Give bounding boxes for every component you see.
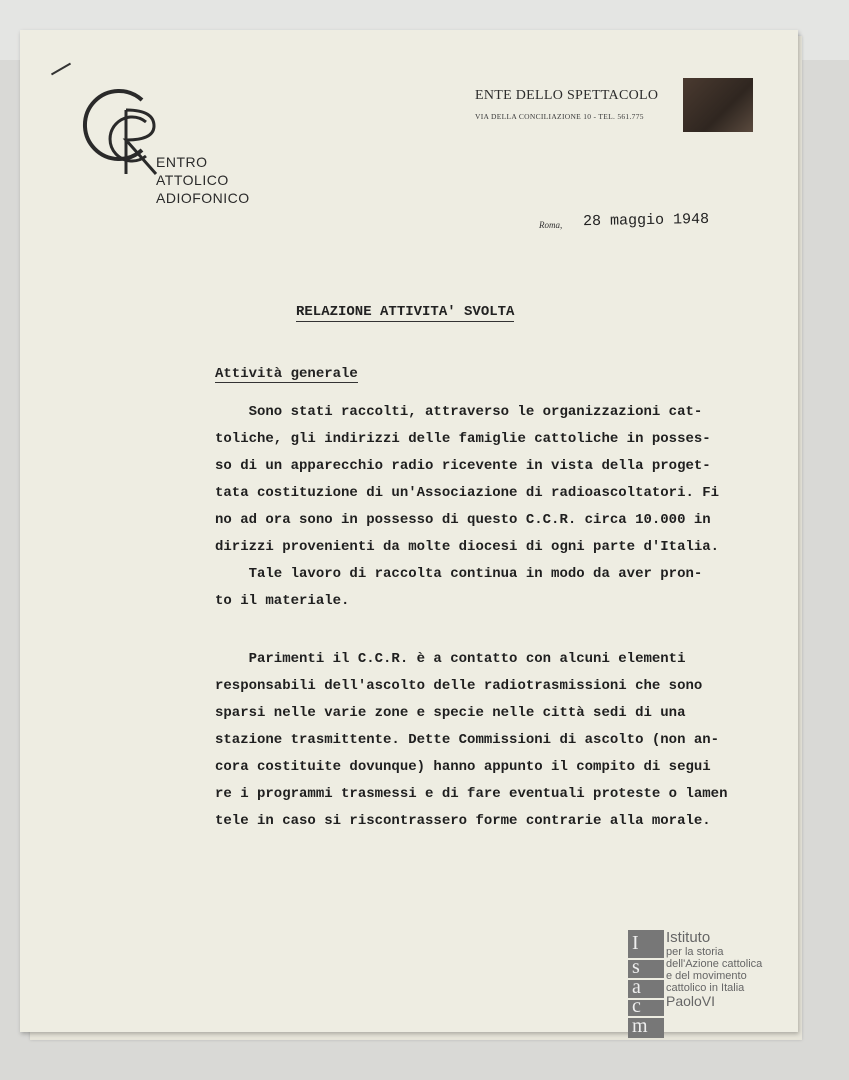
text-line: dirizzi provenienti da molte diocesi di ogni parte d'Italia. bbox=[215, 539, 720, 555]
isacem-line: cattolico in Italia bbox=[666, 982, 745, 994]
logo-line-3: ADIOFONICO bbox=[156, 190, 250, 206]
ccr-monogram-icon bbox=[72, 70, 162, 180]
text-line: to il materiale. bbox=[215, 593, 350, 609]
text-line: no ad ora sono in possesso di questo C.C.R. circa 10.000 in bbox=[215, 512, 711, 528]
text-line: toliche, gli indirizzi delle famiglie cattoliche in posses- bbox=[215, 431, 711, 447]
document-title: RELAZIONE ATTIVITA' SVOLTA bbox=[296, 304, 515, 320]
isacem-line: e del movimento bbox=[666, 970, 747, 982]
logo-line-2: ATTOLICO bbox=[156, 172, 229, 188]
isacem-line: per la storia bbox=[666, 946, 724, 958]
paragraph-2 bbox=[215, 646, 795, 835]
isacem-logo-icon: I s a c m bbox=[628, 930, 666, 1038]
text-line: tata costituzione di un'Associazione di radioascoltatori. Fi bbox=[215, 485, 720, 501]
isacem-line: dell'Azione cattolica bbox=[666, 958, 763, 970]
text-line: so di un apparecchio radio ricevente in vista della proget- bbox=[215, 458, 711, 474]
ente-name: ENTE DELLO SPETTACOLO bbox=[475, 88, 659, 103]
ente-emblem-icon bbox=[683, 78, 753, 132]
isacem-watermark bbox=[628, 930, 788, 1040]
text-line: re i programmi trasmessi e di fare eventuali proteste o lamen bbox=[215, 786, 728, 802]
letter-date: 28 maggio 1948 bbox=[582, 210, 710, 231]
text-line: sparsi nelle varie zone e specie nelle città sedi di una bbox=[215, 705, 686, 721]
section-heading: Attività generale bbox=[215, 366, 358, 382]
text-line: Tale lavoro di raccolta continua in modo da aver pron- bbox=[215, 566, 703, 582]
logo-line-1: ENTRO bbox=[156, 154, 208, 170]
isacem-title: Istituto bbox=[666, 929, 711, 946]
text-line: cora costituite dovunque) hanno appunto il compito di segui bbox=[215, 759, 711, 775]
text-line: Parimenti il C.C.R. è a contatto con alcuni elementi bbox=[215, 651, 686, 667]
text-line: tele in caso si riscontrassero forme contrarie alla morale. bbox=[215, 813, 711, 829]
date-place: Roma, bbox=[539, 220, 563, 230]
text-line: stazione trasmittente. Dette Commissioni di ascolto (non an- bbox=[215, 732, 720, 748]
letter-page bbox=[20, 30, 798, 1037]
paragraph-1 bbox=[215, 399, 795, 615]
text-line: responsabili dell'ascolto delle radiotrasmissioni che sono bbox=[215, 678, 703, 694]
isacem-text bbox=[666, 930, 791, 1009]
text-line: Sono stati raccolti, attraverso le organizzazioni cat- bbox=[215, 404, 703, 420]
pencil-mark bbox=[51, 63, 71, 76]
isacem-footer: PaoloVI bbox=[666, 993, 716, 1009]
ccr-logo bbox=[72, 70, 252, 206]
ente-address: VIA DELLA CONCILIAZIONE 10 - TEL. 561.775 bbox=[475, 112, 644, 121]
